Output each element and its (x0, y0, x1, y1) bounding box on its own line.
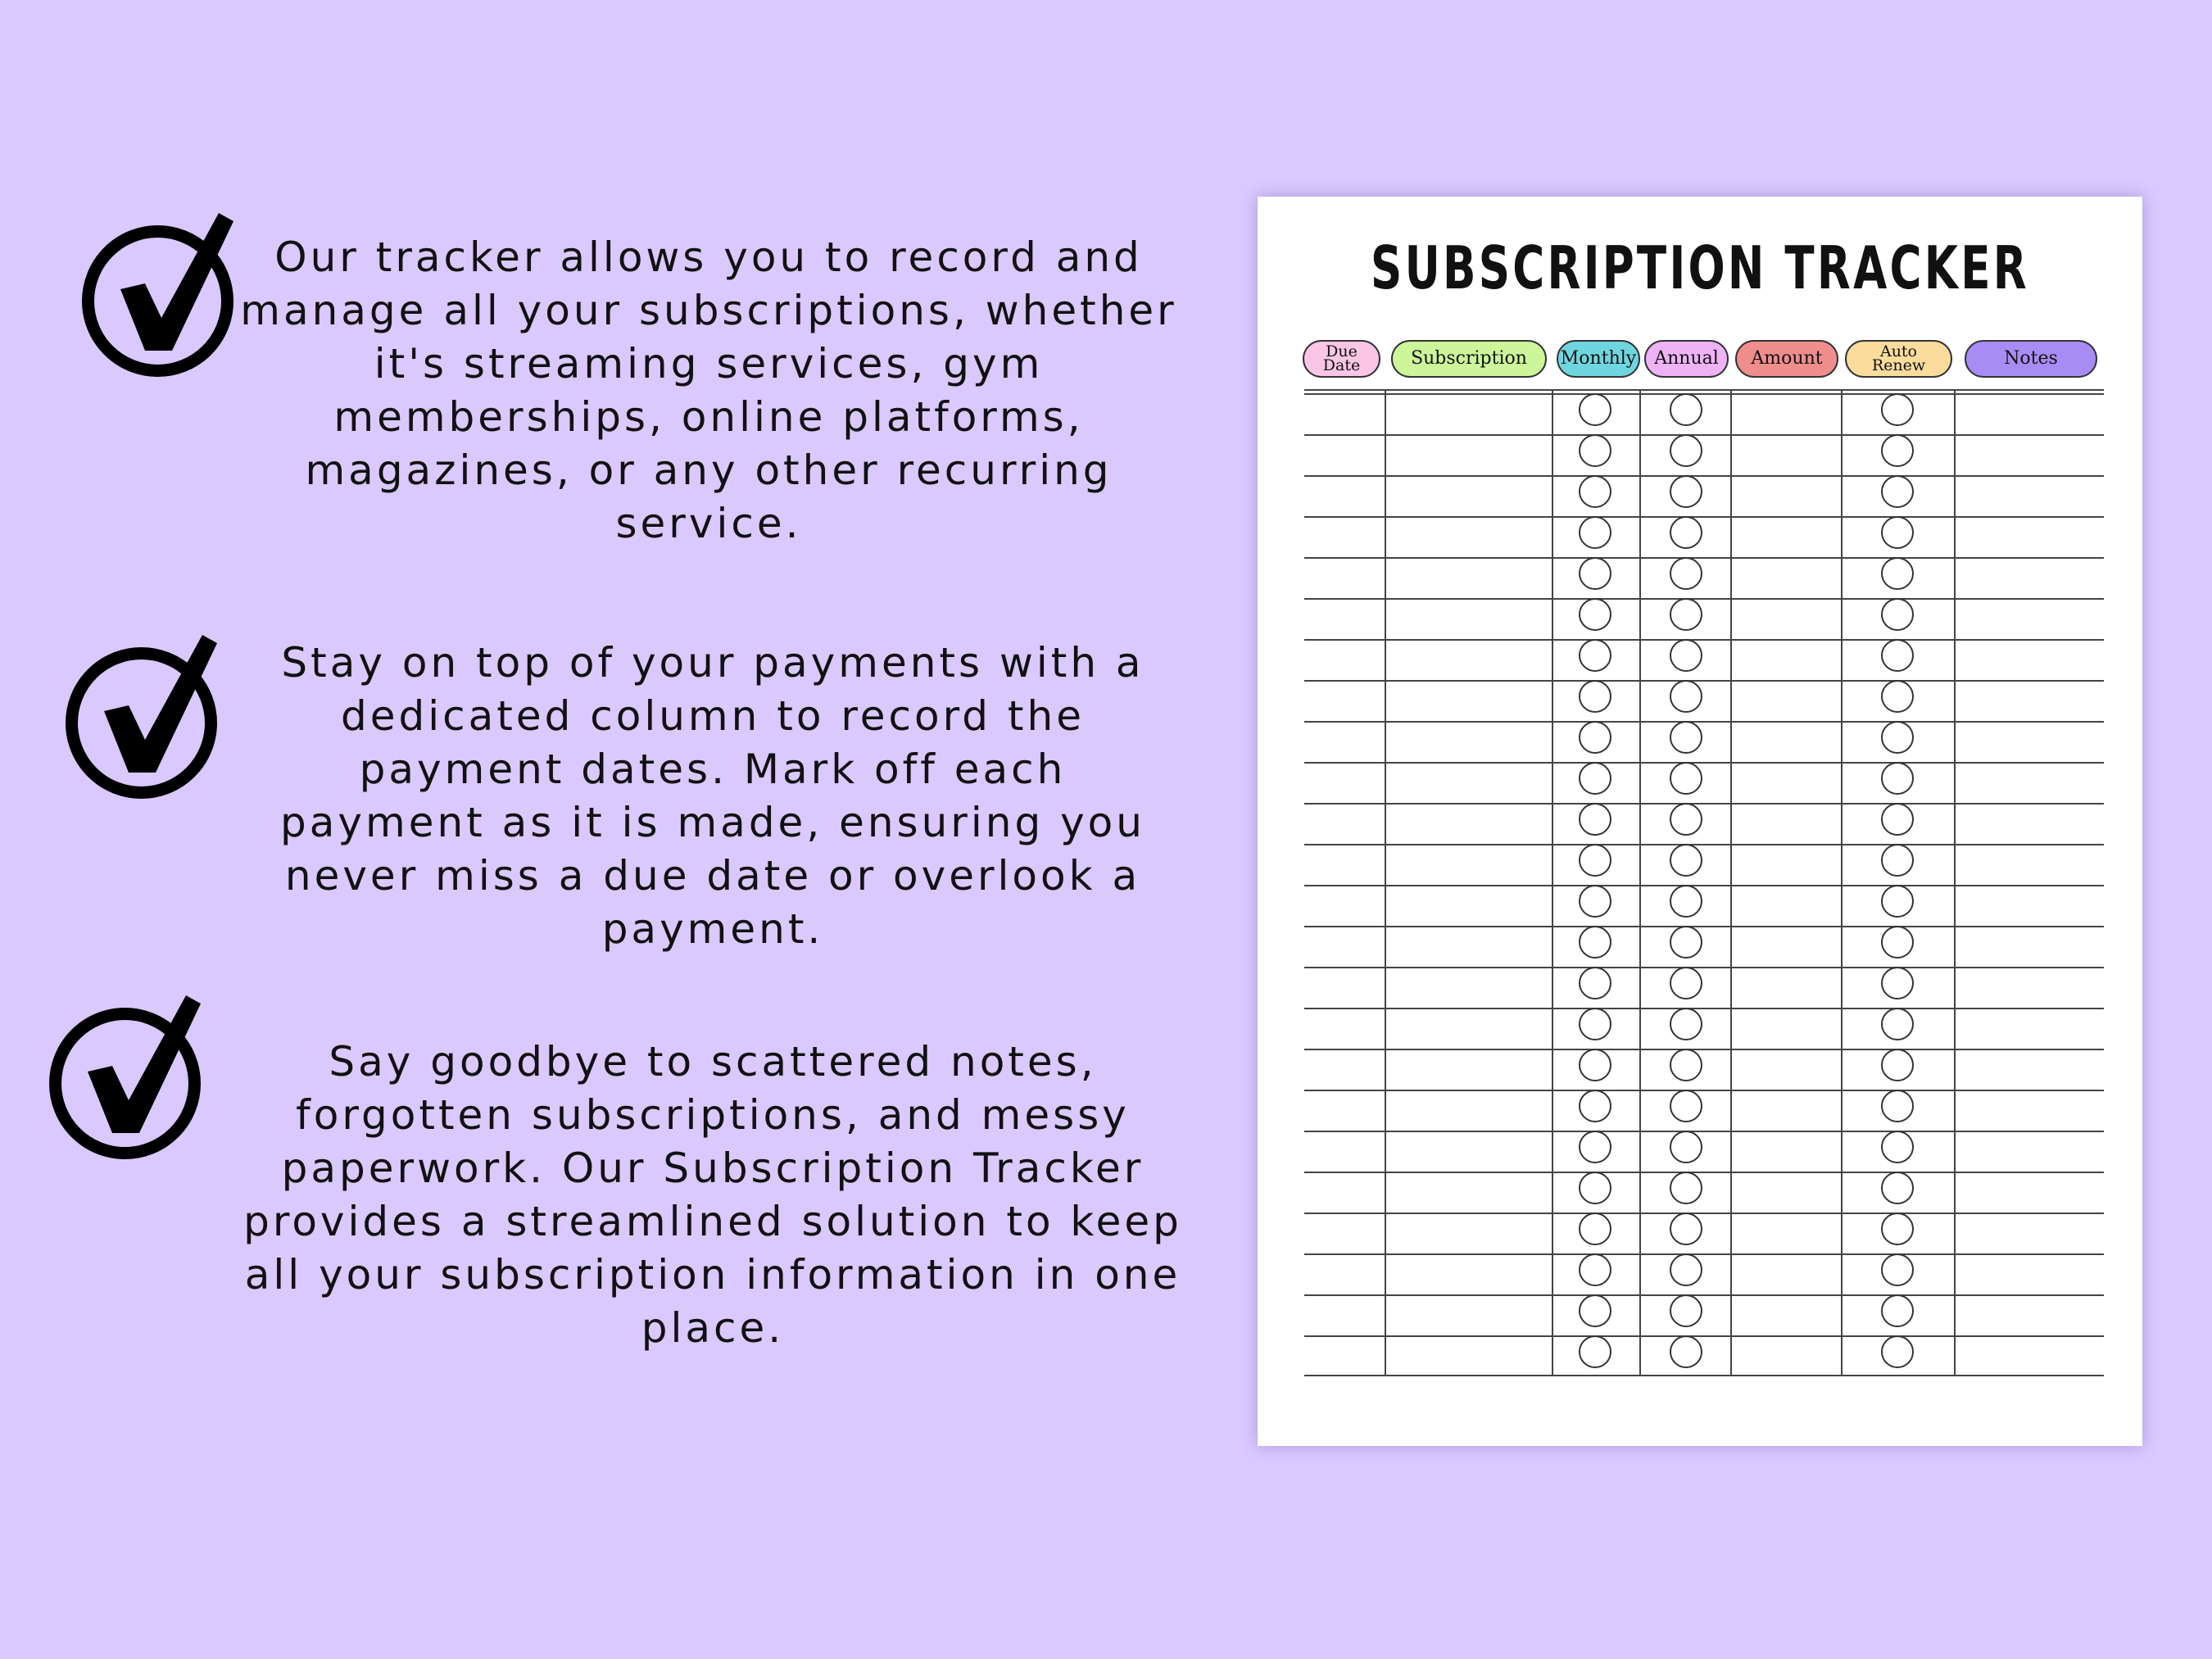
monthly-checkbox[interactable] (1579, 680, 1611, 713)
monthly-checkbox[interactable] (1579, 1172, 1611, 1204)
grid-column-line (1730, 389, 1732, 1376)
annual-checkbox[interactable] (1670, 926, 1702, 959)
annual-checkbox[interactable] (1670, 393, 1702, 426)
grid-row-line (1304, 1172, 2104, 1173)
monthly-checkbox[interactable] (1579, 967, 1611, 999)
checkmark-icon (61, 987, 217, 1143)
column-amount: Amount (1735, 340, 1838, 378)
grid-column-line (1552, 389, 1553, 1376)
grid-row-line (1304, 1090, 2104, 1091)
monthly-checkbox[interactable] (1579, 762, 1611, 795)
annual-checkbox[interactable] (1670, 639, 1702, 672)
feature-1-text: Our tracker allows you to record and manage all your subscriptions, whether it's streaming services, gym memberships, online platforms, magazines, or any other recurring service. (240, 233, 1177, 547)
monthly-checkbox[interactable] (1579, 598, 1611, 631)
grid-row-line (1304, 1213, 2104, 1214)
auto-renew-checkbox[interactable] (1881, 1049, 1914, 1081)
grid-row-line (1304, 639, 2104, 641)
auto-renew-checkbox[interactable] (1881, 967, 1914, 999)
check-circle-icon (66, 647, 217, 799)
column-due-date-line2: Date (1322, 356, 1361, 374)
grid-row-line (1304, 1131, 2104, 1132)
grid-row-line (1304, 1049, 2104, 1050)
monthly-checkbox[interactable] (1579, 1335, 1611, 1368)
annual-checkbox[interactable] (1670, 721, 1702, 754)
grid-column-line (1841, 389, 1843, 1376)
annual-checkbox[interactable] (1670, 1294, 1702, 1327)
grid-row-line (1304, 434, 2104, 436)
column-auto-renew-line1: Auto (1879, 342, 1918, 360)
auto-renew-checkbox[interactable] (1881, 762, 1914, 795)
column-due-date (1303, 340, 1380, 378)
monthly-checkbox[interactable] (1579, 926, 1611, 959)
auto-renew-checkbox[interactable] (1881, 639, 1914, 672)
grid-row-line (1304, 885, 2104, 886)
auto-renew-checkbox[interactable] (1881, 1335, 1914, 1368)
annual-checkbox[interactable] (1670, 557, 1702, 590)
auto-renew-checkbox[interactable] (1881, 516, 1914, 549)
grid-row-line (1304, 1008, 2104, 1009)
column-annual: Annual (1644, 340, 1729, 378)
monthly-checkbox[interactable] (1579, 475, 1611, 508)
auto-renew-checkbox[interactable] (1881, 557, 1914, 590)
grid-column-line (1639, 389, 1641, 1376)
monthly-checkbox[interactable] (1579, 1049, 1611, 1081)
grid-row-line (1304, 680, 2104, 682)
tracker-sheet (1258, 197, 2142, 1446)
feature-3-text: Say goodbye to scattered notes, forgotten subscriptions, and messy paperwork. Our Subscription Tracker provides a streamlined solution to keep all your subscription information in one place. (243, 1038, 1182, 1352)
grid-row-line (1304, 475, 2104, 477)
auto-renew-checkbox[interactable] (1881, 721, 1914, 754)
monthly-checkbox[interactable] (1579, 434, 1611, 467)
annual-checkbox[interactable] (1670, 1253, 1702, 1286)
annual-checkbox[interactable] (1670, 475, 1702, 508)
tracker-title: SUBSCRIPTION TRACKER (1371, 233, 2029, 302)
monthly-checkbox[interactable] (1579, 393, 1611, 426)
auto-renew-checkbox[interactable] (1881, 1090, 1914, 1122)
monthly-checkbox[interactable] (1579, 1090, 1611, 1122)
monthly-checkbox[interactable] (1579, 557, 1611, 590)
annual-checkbox[interactable] (1670, 1131, 1702, 1163)
grid-row-line (1304, 516, 2104, 518)
annual-checkbox[interactable] (1670, 1335, 1702, 1368)
grid-row-line (1304, 393, 2104, 395)
monthly-checkbox[interactable] (1579, 639, 1611, 672)
annual-checkbox[interactable] (1670, 1172, 1702, 1204)
annual-checkbox[interactable] (1670, 844, 1702, 877)
check-circle-icon (49, 1008, 201, 1159)
auto-renew-checkbox[interactable] (1881, 1213, 1914, 1245)
monthly-checkbox[interactable] (1579, 1213, 1611, 1245)
grid-row-line (1304, 557, 2104, 559)
tracker-grid (1304, 389, 2104, 1376)
column-monthly: Monthly (1557, 340, 1640, 378)
monthly-checkbox[interactable] (1579, 1253, 1611, 1286)
monthly-checkbox[interactable] (1579, 516, 1611, 549)
grid-row-line (1304, 803, 2104, 805)
check-circle-icon (82, 225, 233, 377)
auto-renew-checkbox[interactable] (1881, 1172, 1914, 1204)
grid-row-line (1304, 844, 2104, 845)
annual-checkbox[interactable] (1670, 434, 1702, 467)
grid-row-line (1304, 598, 2104, 600)
column-subscription: Subscription (1391, 340, 1547, 378)
auto-renew-checkbox[interactable] (1881, 885, 1914, 918)
feature-2-text: Stay on top of your payments with a dedicated column to record the payment dates. Mark off each payment as it is made, ensuring you never miss a due date or overlook a payment. (280, 639, 1145, 953)
annual-checkbox[interactable] (1670, 680, 1702, 713)
auto-renew-checkbox[interactable] (1881, 844, 1914, 877)
monthly-checkbox[interactable] (1579, 1131, 1611, 1163)
auto-renew-checkbox[interactable] (1881, 1294, 1914, 1327)
column-auto-renew (1845, 340, 1952, 378)
auto-renew-checkbox[interactable] (1881, 1131, 1914, 1163)
checkmark-icon (94, 205, 250, 360)
monthly-checkbox[interactable] (1579, 885, 1611, 918)
annual-checkbox[interactable] (1670, 967, 1702, 999)
monthly-checkbox[interactable] (1579, 803, 1611, 836)
grid-row-line (1304, 926, 2104, 927)
auto-renew-checkbox[interactable] (1881, 1008, 1914, 1040)
auto-renew-checkbox[interactable] (1881, 926, 1914, 959)
grid-bottom-line (1304, 1375, 2104, 1376)
monthly-checkbox[interactable] (1579, 721, 1611, 754)
grid-row-line (1304, 762, 2104, 764)
grid-row-line (1304, 1335, 2104, 1337)
grid-column-line (1385, 389, 1386, 1376)
grid-row-line (1304, 1294, 2104, 1296)
auto-renew-checkbox[interactable] (1881, 803, 1914, 836)
grid-column-line (1954, 389, 1956, 1376)
grid-row-line (1304, 721, 2104, 723)
annual-checkbox[interactable] (1670, 762, 1702, 795)
annual-checkbox[interactable] (1670, 1008, 1702, 1040)
column-notes: Notes (1965, 340, 2097, 378)
column-auto-renew-line2: Renew (1871, 356, 1926, 374)
annual-checkbox[interactable] (1670, 516, 1702, 549)
grid-top-line (1304, 389, 2104, 391)
annual-checkbox[interactable] (1670, 885, 1702, 918)
grid-row-line (1304, 967, 2104, 968)
annual-checkbox[interactable] (1670, 803, 1702, 836)
auto-renew-checkbox[interactable] (1881, 680, 1914, 713)
auto-renew-checkbox[interactable] (1881, 1253, 1914, 1286)
annual-checkbox[interactable] (1670, 1090, 1702, 1122)
auto-renew-checkbox[interactable] (1881, 475, 1914, 508)
monthly-checkbox[interactable] (1579, 844, 1611, 877)
auto-renew-checkbox[interactable] (1881, 598, 1914, 631)
column-due-date-line1: Due (1326, 342, 1358, 360)
annual-checkbox[interactable] (1670, 598, 1702, 631)
annual-checkbox[interactable] (1670, 1049, 1702, 1081)
checkmark-icon (78, 627, 233, 782)
auto-renew-checkbox[interactable] (1881, 393, 1914, 426)
auto-renew-checkbox[interactable] (1881, 434, 1914, 467)
monthly-checkbox[interactable] (1579, 1008, 1611, 1040)
grid-row-line (1304, 1253, 2104, 1255)
annual-checkbox[interactable] (1670, 1213, 1702, 1245)
monthly-checkbox[interactable] (1579, 1294, 1611, 1327)
